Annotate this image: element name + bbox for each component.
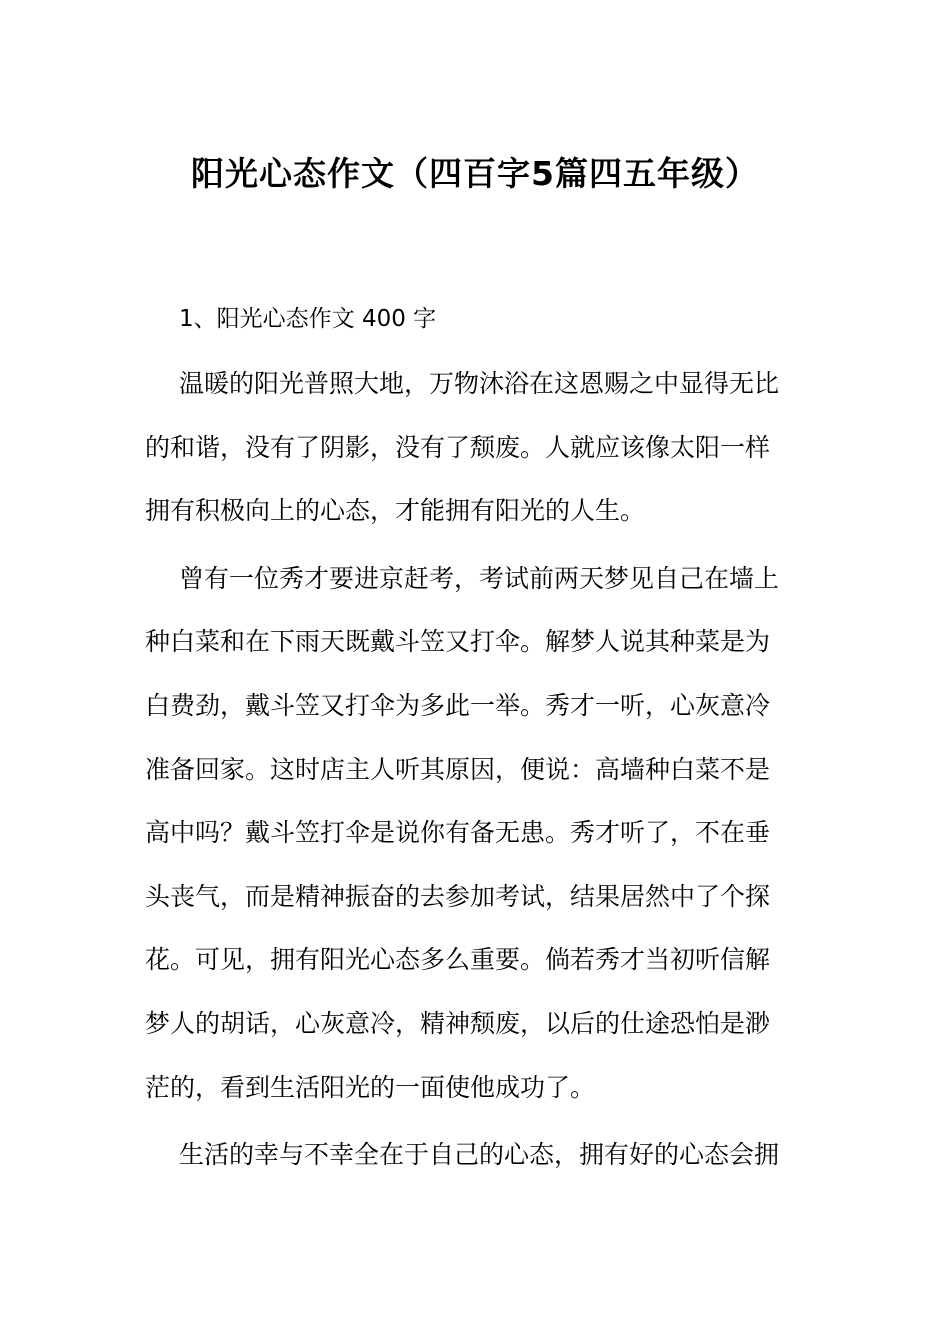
section-heading: 1、阳光心态作文 400 字 (179, 306, 437, 332)
paragraph-line: 温暖的阳光普照大地，万物沐浴在这恩赐之中显得无比 (179, 369, 780, 398)
paragraph-line: 曾有一位秀才要进京赶考，考试前两天梦见自己在墙上 (179, 563, 780, 593)
paragraph (145, 1119, 810, 1187)
paragraph-line: 白费劲，戴斗笠又打伞为多此一举。秀才一听，心灰意冷 (145, 690, 771, 720)
paragraph-line: 花。可见，拥有阳光心态多么重要。倘若秀才当初听信解 (145, 945, 771, 975)
paragraph-line: 头丧气，而是精神振奋的去参加考试，结果居然中了个探 (145, 881, 771, 911)
paragraph-line: 生活的幸与不幸全在于自己的心态，拥有好的心态会拥 (179, 1140, 780, 1170)
paragraph-line: 种白菜和在下雨天既戴斗笠又打伞。解梦人说其种菜是为 (145, 627, 771, 657)
paragraph (145, 348, 810, 543)
paragraph-line: 茫的，看到生活阳光的一面使他成功了。 (145, 1072, 596, 1102)
paragraph-line: 的和谐，没有了阴影，没有了颓废。人就应该像太阳一样 (145, 432, 771, 462)
paragraph-line: 准备回家。这时店主人听其原因，便说：高墙种白菜不是 (145, 754, 771, 784)
document-body (145, 290, 810, 1187)
paragraph (145, 543, 810, 1119)
paragraph-line: 梦人的胡话，心灰意冷，精神颓废，以后的仕途恐怕是渺 (145, 1008, 771, 1038)
document-title: 阳光心态作文（四百字5篇四五年级） (191, 154, 759, 193)
paragraph-line: 高中吗？戴斗笠打伞是说你有备无患。秀才听了，不在垂 (145, 818, 771, 848)
paragraph-line: 拥有积极向上的心态，才能拥有阳光的人生。 (145, 496, 646, 526)
